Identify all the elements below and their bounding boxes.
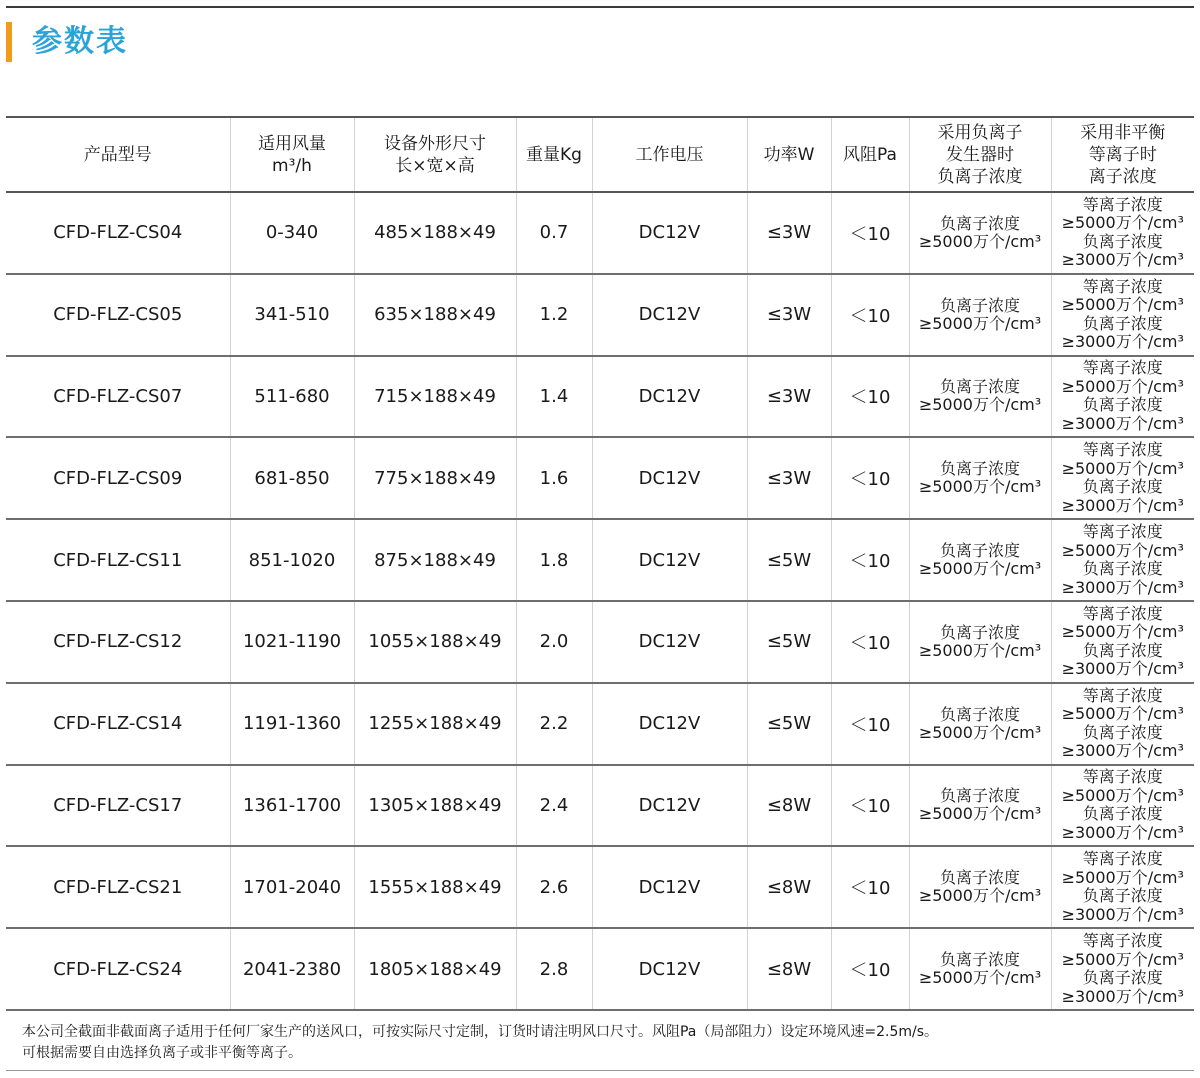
cell-dimensions: 485×188×49	[354, 192, 516, 274]
header-model: 产品型号	[6, 117, 230, 192]
cell-model: CFD-FLZ-CS07	[6, 356, 230, 438]
cell-plasma: 等离子浓度 ≥5000万个/cm³ 负离子浓度 ≥3000万个/cm³	[1051, 356, 1194, 438]
cell-voltage: DC12V	[592, 601, 747, 683]
table-body	[6, 192, 1194, 1010]
footnote-line: 可根据需要自由选择负离子或非平衡等离子。	[22, 1045, 302, 1061]
table-row	[6, 601, 1194, 683]
header-voltage: 工作电压	[592, 117, 747, 192]
cell-resistance: ＜10	[831, 192, 909, 274]
cell-voltage: DC12V	[592, 846, 747, 928]
cell-voltage: DC12V	[592, 519, 747, 601]
cell-airflow: 851-1020	[230, 519, 354, 601]
cell-plasma: 等离子浓度 ≥5000万个/cm³ 负离子浓度 ≥3000万个/cm³	[1051, 846, 1194, 928]
header-dimensions: 设备外形尺寸 长×宽×高	[354, 117, 516, 192]
cell-plasma: 等离子浓度 ≥5000万个/cm³ 负离子浓度 ≥3000万个/cm³	[1051, 928, 1194, 1010]
cell-dimensions: 1805×188×49	[354, 928, 516, 1010]
section-accent-bar	[6, 22, 12, 62]
cell-dimensions: 1055×188×49	[354, 601, 516, 683]
cell-model: CFD-FLZ-CS05	[6, 274, 230, 356]
cell-neg-ion: 负离子浓度 ≥5000万个/cm³	[909, 356, 1051, 438]
cell-neg-ion: 负离子浓度 ≥5000万个/cm³	[909, 192, 1051, 274]
cell-weight: 1.4	[516, 356, 592, 438]
cell-power: ≤3W	[747, 274, 831, 356]
cell-model: CFD-FLZ-CS17	[6, 765, 230, 847]
cell-dimensions: 635×188×49	[354, 274, 516, 356]
footnote-line: 本公司全截面非截面离子适用于任何厂家生产的送风口，可按实际尺寸定制，订货时请注明风口尺寸。风阻Pa（局部阻力）设定环境风速=2.5m/s。	[22, 1024, 939, 1040]
table-row	[6, 683, 1194, 765]
table-row	[6, 437, 1194, 519]
cell-weight: 2.0	[516, 601, 592, 683]
cell-model: CFD-FLZ-CS11	[6, 519, 230, 601]
cell-neg-ion: 负离子浓度 ≥5000万个/cm³	[909, 274, 1051, 356]
cell-neg-ion: 负离子浓度 ≥5000万个/cm³	[909, 519, 1051, 601]
cell-dimensions: 1255×188×49	[354, 683, 516, 765]
cell-airflow: 681-850	[230, 437, 354, 519]
cell-plasma: 等离子浓度 ≥5000万个/cm³ 负离子浓度 ≥3000万个/cm³	[1051, 274, 1194, 356]
cell-neg-ion: 负离子浓度 ≥5000万个/cm³	[909, 683, 1051, 765]
cell-neg-ion: 负离子浓度 ≥5000万个/cm³	[909, 437, 1051, 519]
header-neg-ion: 采用负离子 发生器时 负离子浓度	[909, 117, 1051, 192]
table-row	[6, 519, 1194, 601]
cell-resistance: ＜10	[831, 519, 909, 601]
spec-table	[6, 116, 1194, 1011]
cell-power: ≤5W	[747, 601, 831, 683]
cell-voltage: DC12V	[592, 192, 747, 274]
cell-voltage: DC12V	[592, 928, 747, 1010]
cell-weight: 1.8	[516, 519, 592, 601]
cell-model: CFD-FLZ-CS21	[6, 846, 230, 928]
cell-voltage: DC12V	[592, 437, 747, 519]
cell-model: CFD-FLZ-CS09	[6, 437, 230, 519]
cell-dimensions: 1555×188×49	[354, 846, 516, 928]
cell-plasma: 等离子浓度 ≥5000万个/cm³ 负离子浓度 ≥3000万个/cm³	[1051, 765, 1194, 847]
cell-airflow: 2041-2380	[230, 928, 354, 1010]
cell-resistance: ＜10	[831, 437, 909, 519]
cell-power: ≤3W	[747, 356, 831, 438]
cell-weight: 0.7	[516, 192, 592, 274]
cell-resistance: ＜10	[831, 846, 909, 928]
cell-plasma: 等离子浓度 ≥5000万个/cm³ 负离子浓度 ≥3000万个/cm³	[1051, 519, 1194, 601]
cell-power: ≤5W	[747, 683, 831, 765]
cell-dimensions: 775×188×49	[354, 437, 516, 519]
cell-weight: 1.2	[516, 274, 592, 356]
cell-power: ≤8W	[747, 765, 831, 847]
cell-dimensions: 715×188×49	[354, 356, 516, 438]
cell-resistance: ＜10	[831, 274, 909, 356]
bottom-rule	[6, 1070, 1194, 1071]
cell-power: ≤5W	[747, 519, 831, 601]
cell-plasma: 等离子浓度 ≥5000万个/cm³ 负离子浓度 ≥3000万个/cm³	[1051, 601, 1194, 683]
cell-weight: 2.8	[516, 928, 592, 1010]
cell-neg-ion: 负离子浓度 ≥5000万个/cm³	[909, 765, 1051, 847]
cell-model: CFD-FLZ-CS12	[6, 601, 230, 683]
table-row	[6, 928, 1194, 1010]
table-row	[6, 765, 1194, 847]
cell-plasma: 等离子浓度 ≥5000万个/cm³ 负离子浓度 ≥3000万个/cm³	[1051, 192, 1194, 274]
header-weight: 重量Kg	[516, 117, 592, 192]
table-row	[6, 274, 1194, 356]
section-title: 参数表	[32, 24, 128, 59]
cell-weight: 2.4	[516, 765, 592, 847]
header-airflow: 适用风量 m³/h	[230, 117, 354, 192]
table-row	[6, 846, 1194, 928]
top-rule	[6, 6, 1194, 8]
cell-resistance: ＜10	[831, 683, 909, 765]
cell-voltage: DC12V	[592, 356, 747, 438]
header-power: 功率W	[747, 117, 831, 192]
cell-weight: 2.2	[516, 683, 592, 765]
cell-neg-ion: 负离子浓度 ≥5000万个/cm³	[909, 928, 1051, 1010]
footnote	[22, 1022, 938, 1064]
cell-resistance: ＜10	[831, 601, 909, 683]
cell-airflow: 0-340	[230, 192, 354, 274]
cell-weight: 2.6	[516, 846, 592, 928]
cell-resistance: ＜10	[831, 928, 909, 1010]
cell-dimensions: 1305×188×49	[354, 765, 516, 847]
cell-airflow: 341-510	[230, 274, 354, 356]
cell-plasma: 等离子浓度 ≥5000万个/cm³ 负离子浓度 ≥3000万个/cm³	[1051, 683, 1194, 765]
table-row	[6, 356, 1194, 438]
cell-model: CFD-FLZ-CS24	[6, 928, 230, 1010]
cell-airflow: 1021-1190	[230, 601, 354, 683]
cell-neg-ion: 负离子浓度 ≥5000万个/cm³	[909, 601, 1051, 683]
header-resistance: 风阻Pa	[831, 117, 909, 192]
table-row	[6, 192, 1194, 274]
cell-model: CFD-FLZ-CS04	[6, 192, 230, 274]
cell-resistance: ＜10	[831, 765, 909, 847]
table-header-row	[6, 117, 1194, 192]
cell-voltage: DC12V	[592, 765, 747, 847]
cell-airflow: 1361-1700	[230, 765, 354, 847]
cell-resistance: ＜10	[831, 356, 909, 438]
cell-airflow: 1701-2040	[230, 846, 354, 928]
cell-voltage: DC12V	[592, 683, 747, 765]
cell-neg-ion: 负离子浓度 ≥5000万个/cm³	[909, 846, 1051, 928]
cell-airflow: 1191-1360	[230, 683, 354, 765]
cell-dimensions: 875×188×49	[354, 519, 516, 601]
cell-plasma: 等离子浓度 ≥5000万个/cm³ 负离子浓度 ≥3000万个/cm³	[1051, 437, 1194, 519]
cell-airflow: 511-680	[230, 356, 354, 438]
header-plasma: 采用非平衡 等离子时 离子浓度	[1051, 117, 1194, 192]
cell-power: ≤3W	[747, 437, 831, 519]
cell-voltage: DC12V	[592, 274, 747, 356]
cell-power: ≤8W	[747, 928, 831, 1010]
cell-power: ≤8W	[747, 846, 831, 928]
cell-weight: 1.6	[516, 437, 592, 519]
cell-power: ≤3W	[747, 192, 831, 274]
cell-model: CFD-FLZ-CS14	[6, 683, 230, 765]
